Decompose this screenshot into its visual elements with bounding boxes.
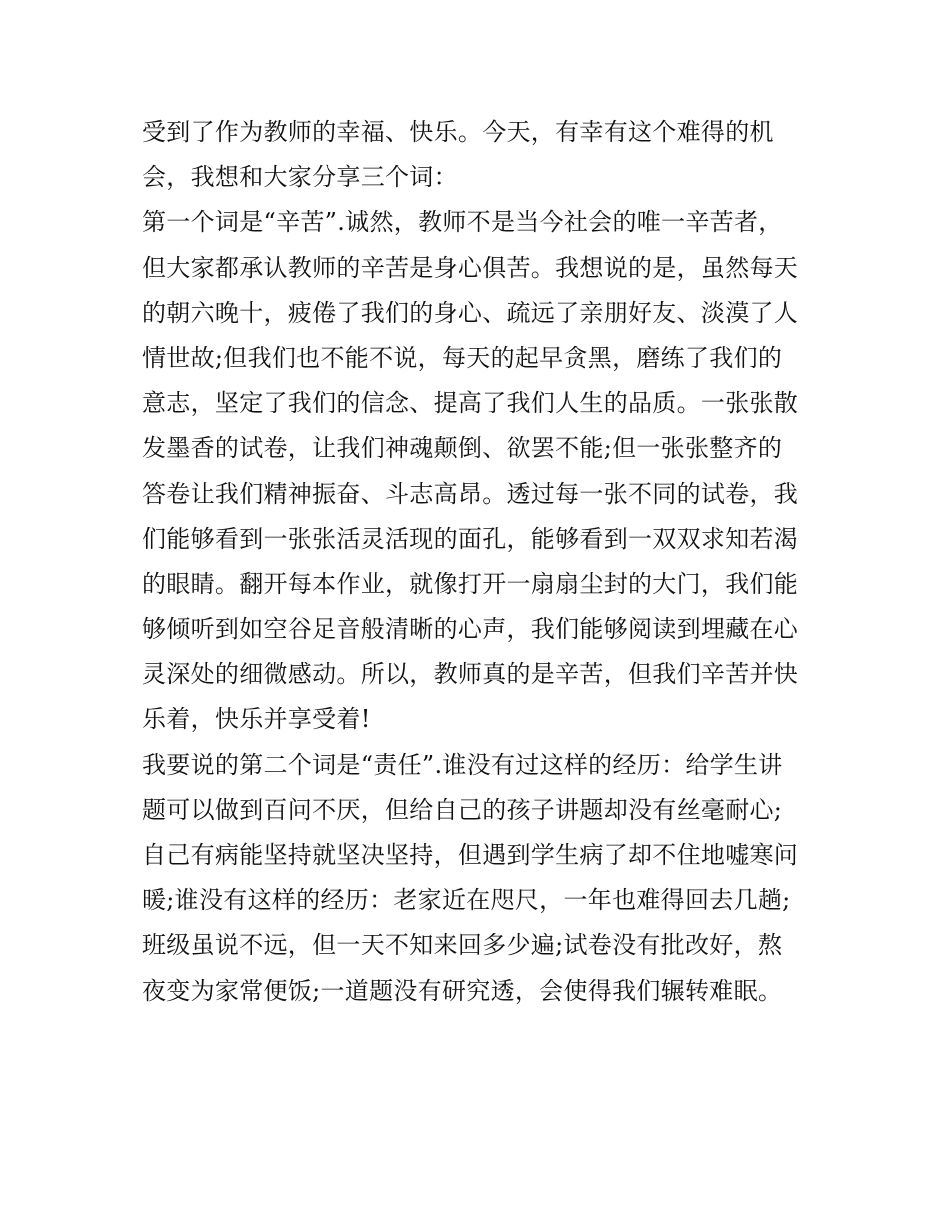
body-text — [142, 110, 822, 1014]
text-line: 会，我想和大家分享三个词： — [142, 163, 458, 192]
text-line: 我要说的第二个词是“责任”.谁没有过这样的经历：给学生讲 — [142, 750, 783, 779]
text-line: 的眼睛。翻开每本作业，就像打开一扇扇尘封的大门，我们能 — [142, 569, 799, 598]
text-line: 够倾听到如空谷足音般清晰的心声，我们能够阅读到埋藏在心 — [142, 615, 799, 644]
text-line: 自己有病能坚持就坚决坚持，但遇到学生病了却不住地嘘寒问 — [142, 841, 799, 869]
text-line: 夜变为家常便饭;一道题没有研究透，会使得我们辗转难眠。 — [142, 976, 783, 1005]
text-line: 暖;谁没有这样的经历：老家近在咫尺，一年也难得回去几趟; — [142, 886, 791, 915]
text-line: 受到了作为教师的幸福、快乐。今天，有幸有这个难得的机 — [142, 118, 774, 146]
text-line: 第一个词是“辛苦”.诚然，教师不是当今社会的唯一辛苦者， — [142, 208, 783, 237]
text-line: 发墨香的试卷，让我们神魂颠倒、欲罢不能;但一张张整齐的 — [142, 434, 783, 463]
text-line: 的朝六晚十，疲倦了我们的身心、疏远了亲朋好友、淡漠了人 — [142, 298, 799, 327]
text-line: 但大家都承认教师的辛苦是身心俱苦。我想说的是，虽然每天 — [142, 253, 799, 282]
text-line: 班级虽说不远，但一天不知来回多少遍;试卷没有批改好，熬 — [142, 931, 783, 960]
text-line: 情世故;但我们也不能不说，每天的起早贪黑，磨练了我们的 — [142, 343, 783, 372]
text-line: 题可以做到百问不厌，但给自己的孩子讲题却没有丝毫耐心; — [142, 795, 783, 824]
text-line: 灵深处的细微感动。所以，教师真的是辛苦，但我们辛苦并快 — [142, 660, 799, 689]
text-line: 意志，坚定了我们的信念、提高了我们人生的品质。一张张散 — [142, 389, 799, 418]
text-line: 们能够看到一张张活灵活现的面孔，能够看到一双双求知若渴 — [142, 524, 799, 553]
text-line: 答卷让我们精神振奋、斗志高昂。透过每一张不同的试卷，我 — [142, 479, 799, 508]
text-line: 乐着，快乐并享受着! — [142, 705, 371, 734]
